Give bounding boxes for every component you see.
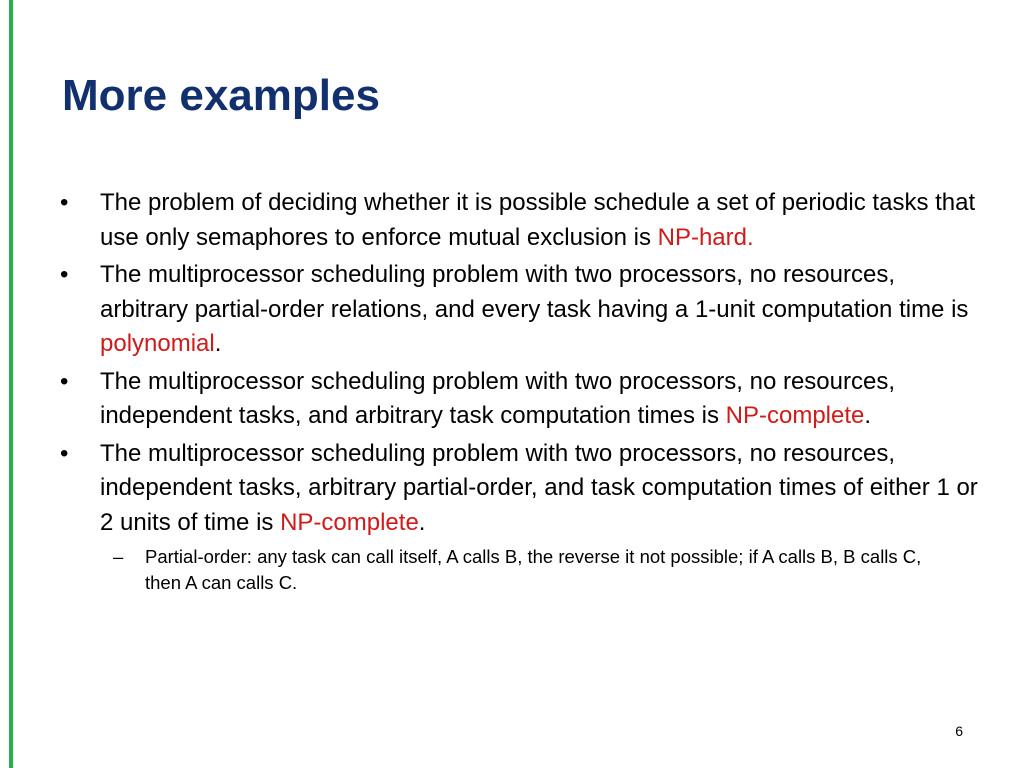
bullet-highlight: NP-hard. <box>657 223 754 251</box>
bullet-text: The multiprocessor scheduling problem with two processors, no resources, arbitrary partial-order relations, and every task having a 1-unit computation time is <box>100 261 969 323</box>
bullet-marker: • <box>60 367 69 395</box>
bullet-item <box>60 258 980 362</box>
bullet-text: The problem of deciding whether it is possible schedule a set of periodic tasks that use only semaphores to enforce mutual exclusion is <box>100 189 976 251</box>
bullet-highlight: NP-complete <box>725 402 865 429</box>
bullet-text-after: . <box>864 402 872 429</box>
bullet-text: The multiprocessor scheduling problem with two processors, no resources, independent tasks, and arbitrary task computation times is <box>100 367 896 429</box>
bullet-item <box>60 437 980 541</box>
bullet-marker: • <box>60 189 69 216</box>
bullet-text-after: . <box>214 330 222 357</box>
slide-title: More examples <box>62 71 380 120</box>
bullet-text: The multiprocessor scheduling problem with two processors, no resources, independent tasks, arbitrary partial-order, and task computation times of either 1 or 2 units of time is <box>100 439 978 536</box>
sub-bullet-marker: – <box>113 546 124 567</box>
page-number: 6 <box>955 723 963 739</box>
sub-bullet-item <box>113 544 935 596</box>
bullet-item <box>60 365 980 434</box>
slide-content <box>60 186 980 596</box>
sub-bullet-text: Partial-order: any task can call itself, A calls B, the reverse it not possible; if A calls B, B calls C, then A can calls C. <box>145 546 922 593</box>
bullet-marker: • <box>60 261 69 288</box>
bullet-highlight: polynomial <box>100 330 215 357</box>
bullet-text-after: . <box>418 508 426 536</box>
bullet-marker: • <box>60 439 69 467</box>
bullet-item <box>60 186 980 255</box>
accent-bar <box>9 0 13 768</box>
bullet-highlight: NP-complete <box>280 508 419 536</box>
